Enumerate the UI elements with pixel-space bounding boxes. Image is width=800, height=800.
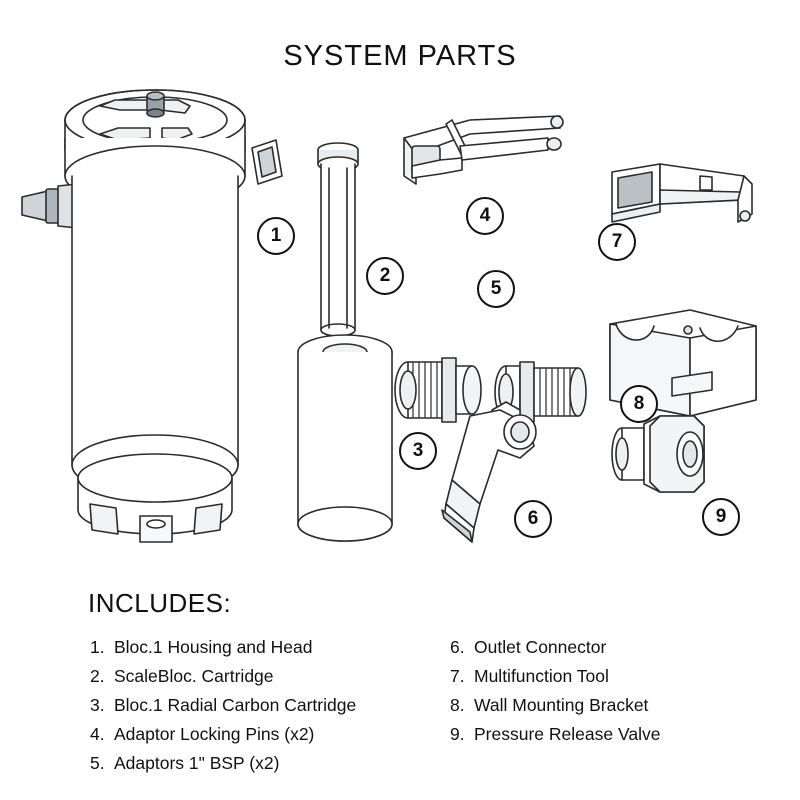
callout-6: 6 <box>514 500 552 538</box>
list-item-number: 7. <box>450 666 465 686</box>
part-multifunction-tool-illustration <box>612 164 752 222</box>
list-item <box>450 720 780 749</box>
part-scalebloc-cartridge-illustration <box>318 143 358 336</box>
list-item <box>90 662 420 691</box>
list-item <box>90 749 420 778</box>
part-pressure-release-valve-illustration <box>612 416 704 492</box>
list-item-number: 8. <box>450 695 465 715</box>
includes-heading: INCLUDES: <box>88 588 232 618</box>
callout-5: 5 <box>477 270 515 308</box>
list-item <box>450 691 780 720</box>
part-housing-and-head-illustration <box>22 90 282 542</box>
parts-illustration <box>0 80 800 570</box>
list-item-label: Outlet Connector <box>474 637 607 657</box>
list-item-number: 3. <box>90 695 105 715</box>
callout-8: 8 <box>620 385 658 423</box>
callout-9: 9 <box>702 498 740 536</box>
list-item <box>90 691 420 720</box>
list-item-label: Bloc.1 Housing and Head <box>114 637 313 657</box>
list-item-number: 9. <box>450 724 465 744</box>
parts-svg <box>0 80 800 570</box>
callout-2: 2 <box>366 257 404 295</box>
list-item-number: 4. <box>90 724 105 744</box>
callout-4: 4 <box>466 197 504 235</box>
list-item-label: Multifunction Tool <box>474 666 609 686</box>
list-item-number: 2. <box>90 666 105 686</box>
callout-3: 3 <box>399 432 437 470</box>
list-item-label: Adaptor Locking Pins (x2) <box>114 724 315 744</box>
callout-1: 1 <box>257 217 295 255</box>
list-item-number: 5. <box>90 753 105 773</box>
part-radial-carbon-cartridge-illustration <box>298 335 392 541</box>
list-item <box>90 720 420 749</box>
list-item-number: 1. <box>90 637 105 657</box>
page-title: SYSTEM PARTS <box>283 40 517 72</box>
list-item <box>450 662 780 691</box>
list-item-label: Bloc.1 Radial Carbon Cartridge <box>114 695 357 715</box>
list-item-number: 6. <box>450 637 465 657</box>
part-adaptor-locking-pins-illustration <box>404 116 563 184</box>
list-item-label: Pressure Release Valve <box>474 724 661 744</box>
list-item-label: Adaptors 1" BSP (x2) <box>114 753 280 773</box>
parts-list-left <box>90 633 420 778</box>
parts-list-right <box>450 633 780 749</box>
list-item <box>90 633 420 662</box>
list-item <box>450 633 780 662</box>
list-item-label: ScaleBloc. Cartridge <box>114 666 274 686</box>
callout-7: 7 <box>598 223 636 261</box>
list-item-label: Wall Mounting Bracket <box>474 695 649 715</box>
